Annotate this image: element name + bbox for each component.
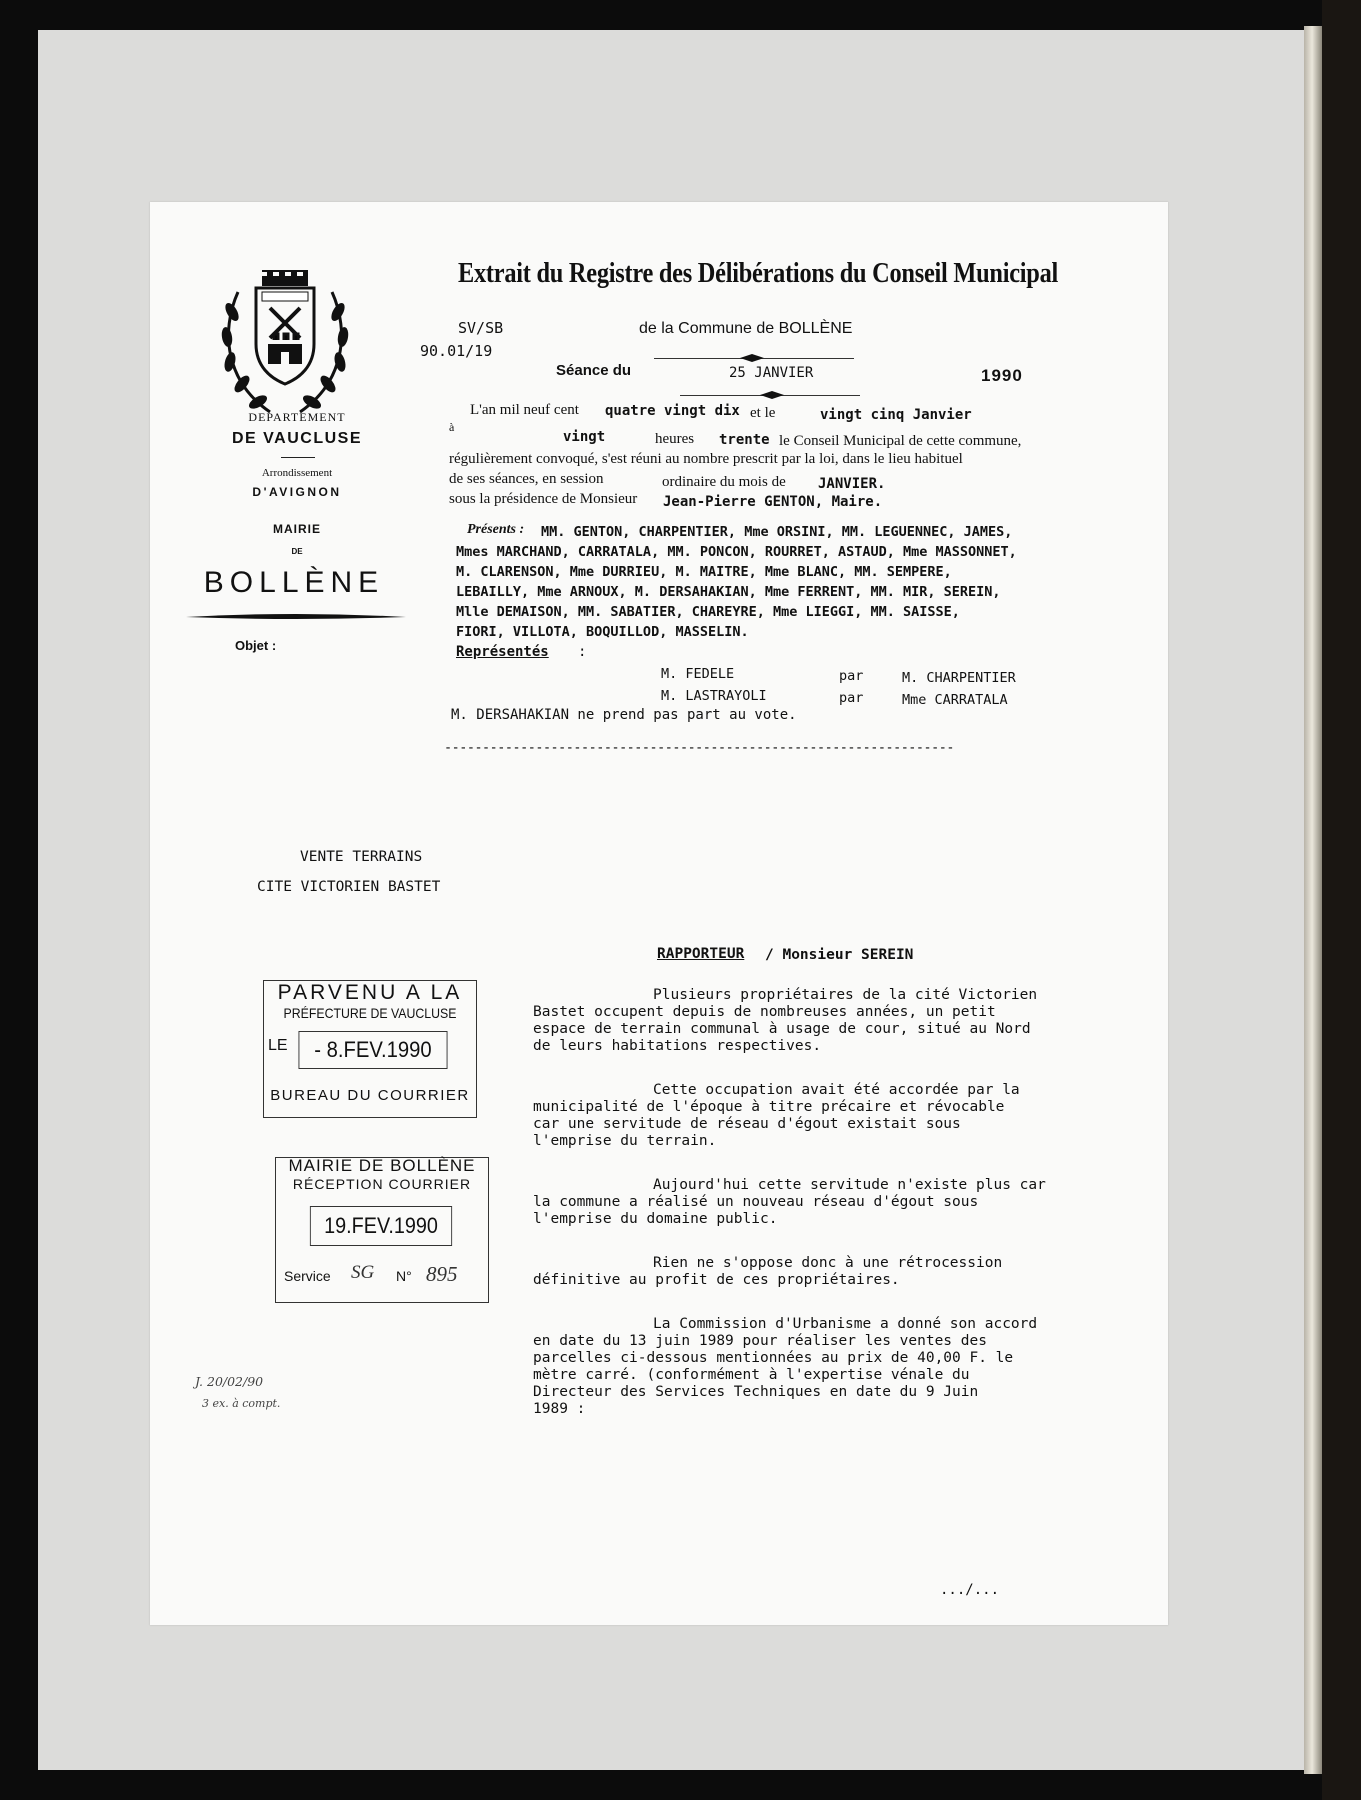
stamp-line: PARVENU A LA <box>277 981 463 1004</box>
intro-text: L'an mil neuf cent <box>470 402 579 418</box>
subject-line-2: CITE VICTORIEN BASTET <box>257 879 441 895</box>
divider <box>281 457 315 458</box>
presents-line: FIORI, VILLOTA, BOQUILLOD, MASSELIN. <box>456 624 749 640</box>
paragraph-line: Plusieurs propriétaires de la cité Victorien <box>653 987 1038 1003</box>
town-crest-icon <box>218 262 352 422</box>
arrondissement-label: Arrondissement <box>261 467 333 479</box>
represented-by: par <box>839 668 864 684</box>
paragraph-line: mètre carré. (conformément à l'expertise vénale du <box>533 1367 970 1383</box>
paragraph-line: l'emprise du domaine public. <box>533 1211 778 1227</box>
stamp-date: - 8.FEV.1990 <box>298 1031 447 1069</box>
ornament-diamond-icon <box>740 354 764 362</box>
subject-line-1: VENTE TERRAINS <box>300 849 423 865</box>
stamp-line: PRÉFECTURE DE VAUCLUSE <box>283 1005 457 1021</box>
paragraph-line: Bastet occupent depuis de nombreuses années, un petit <box>533 1004 996 1020</box>
paragraph-line: La Commission d'Urbanisme a donné son accord <box>653 1316 1038 1332</box>
paragraph-line: 1989 : <box>533 1401 586 1417</box>
represented-name: M. FEDELE <box>661 666 735 682</box>
paragraph-line: de leurs habitations respectives. <box>533 1038 822 1054</box>
intro-text: le Conseil Municipal de cette commune, <box>779 433 1022 449</box>
separator-line: ------------------------------------------------------------------- <box>444 740 954 756</box>
presents-label: Présents : <box>467 522 525 537</box>
represented-colon: : <box>578 644 587 660</box>
ref-initials: SV/SB <box>458 319 504 337</box>
paragraph-line: parcelles ci-dessous mentionnées au prix de 40,00 F. le <box>533 1350 1014 1366</box>
intro-filled: quatre vingt dix <box>605 403 740 419</box>
stamp-line: BUREAU DU COURRIER <box>270 1087 470 1104</box>
presents-line: LEBAILLY, Mme ARNOUX, M. DERSAHAKIAN, Mme FERRENT, MM. MIR, SEREIN, <box>456 584 1001 600</box>
paragraph-line: Directeur des Services Techniques en date du 9 Juin <box>533 1384 979 1400</box>
ornament-diamond-icon <box>760 391 784 399</box>
mairie-label: MAIRIE <box>273 522 321 536</box>
de-label: DE <box>291 547 303 556</box>
seance-year: 1990 <box>981 366 1023 385</box>
town-name: BOLLÈNE <box>203 566 385 599</box>
document-sheet <box>150 202 1168 1625</box>
intro-text: ordinaire du mois de <box>662 474 786 490</box>
stamp-service-code: SG <box>351 1262 375 1283</box>
intro-filled: Jean-Pierre GENTON, Maire. <box>663 494 883 510</box>
paragraph-line: définitive au profit de ces propriétaires. <box>533 1272 900 1288</box>
represented-label: Représentés <box>456 644 549 660</box>
rapporteur-name: / Monsieur SEREIN <box>765 947 914 963</box>
paragraph-line: l'emprise du terrain. <box>533 1133 717 1149</box>
continuation-mark: .../... <box>940 1582 1000 1598</box>
paragraph-line: Rien ne s'oppose donc à une rétrocession <box>653 1255 1003 1271</box>
intro-filled: JANVIER. <box>818 476 886 492</box>
presents-line: MM. GENTON, CHARPENTIER, Mme ORSINI, MM. LEGUENNEC, JAMES, <box>541 524 1013 540</box>
arrondissement-name: D'AVIGNON <box>252 485 342 499</box>
paragraph-line: municipalité de l'époque à titre précaire et révocable <box>533 1099 1005 1115</box>
commune-line: de la Commune de BOLLÈNE <box>639 320 853 337</box>
seance-label: Séance du <box>556 362 632 379</box>
document-title: Extrait du Registre des Délibérations du Conseil Municipal <box>458 257 1059 289</box>
departement-name: DE VAUCLUSE <box>232 430 362 447</box>
abstention-note: M. DERSAHAKIAN ne prend pas part au vote. <box>451 707 797 723</box>
objet-label: Objet : <box>235 638 277 653</box>
represented-proxy: Mme CARRATALA <box>902 692 1008 708</box>
represented-name: M. LASTRAYOLI <box>661 688 767 704</box>
paragraph-line: en date du 13 juin 1989 pour réaliser les ventes des <box>533 1333 987 1349</box>
stamp-line: LE <box>268 1037 288 1054</box>
handwritten-note: 3 ex. à compt. <box>202 1397 281 1410</box>
intro-text: sous la présidence de Monsieur <box>449 491 638 507</box>
paragraph-line: espace de terrain communal à usage de cour, situé au Nord <box>533 1021 1031 1037</box>
represented-by: par <box>839 690 864 706</box>
intro-text: régulièrement convoqué, s'est réuni au nombre prescrit par la loi, dans le lieu habituel <box>449 451 963 467</box>
ornament-swoosh-icon <box>186 612 406 622</box>
stamp-line: N° <box>396 1268 412 1284</box>
rapporteur-label: RAPPORTEUR <box>657 946 745 962</box>
intro-text: de ses séances, en session <box>449 471 604 487</box>
stamp-date: 19.FEV.1990 <box>310 1206 452 1246</box>
presents-line: Mmes MARCHAND, CARRATALA, MM. PONCON, ROURRET, ASTAUD, Mme MASSONNET, <box>456 544 1017 560</box>
ref-number: 90.01/19 <box>420 342 493 360</box>
binder-spine <box>1322 0 1361 1800</box>
departement-label: DEPARTEMENT <box>248 410 346 424</box>
intro-text: et le <box>750 405 776 421</box>
prefecture-stamp <box>263 980 477 1118</box>
stamp-number: 895 <box>426 1262 458 1286</box>
represented-proxy: M. CHARPENTIER <box>902 670 1016 686</box>
binder-page-edge <box>1304 26 1322 1774</box>
paragraph-line: la commune a réalisé un nouveau réseau d'égout sous <box>533 1194 979 1210</box>
paragraph-line: Cette occupation avait été accordée par la <box>653 1082 1020 1098</box>
seance-date: 25 JANVIER <box>729 365 814 381</box>
intro-filled: vingt <box>563 429 606 445</box>
paragraph-line: car une servitude de réseau d'égout existait sous <box>533 1116 961 1132</box>
intro-text: heures <box>655 431 695 447</box>
presents-line: Mlle DEMAISON, MM. SABATIER, CHAREYRE, Mme LIEGGI, MM. SAISSE, <box>456 604 960 620</box>
mairie-reception-stamp <box>275 1157 489 1303</box>
intro-filled: trente <box>719 432 770 448</box>
stamp-line: RÉCEPTION COURRIER <box>292 1176 472 1192</box>
stamp-line: Service <box>284 1268 331 1284</box>
intro-text: à <box>449 420 455 434</box>
presents-line: M. CLARENSON, Mme DURRIEU, M. MAITRE, Mme BLANC, MM. SEMPERE, <box>456 564 952 580</box>
handwritten-note: J. 20/02/90 <box>195 1374 264 1389</box>
stamp-line: MAIRIE DE BOLLÈNE <box>288 1156 476 1175</box>
paragraph-line: Aujourd'hui cette servitude n'existe plus car <box>653 1177 1046 1193</box>
intro-filled: vingt cinq Janvier <box>820 407 972 423</box>
